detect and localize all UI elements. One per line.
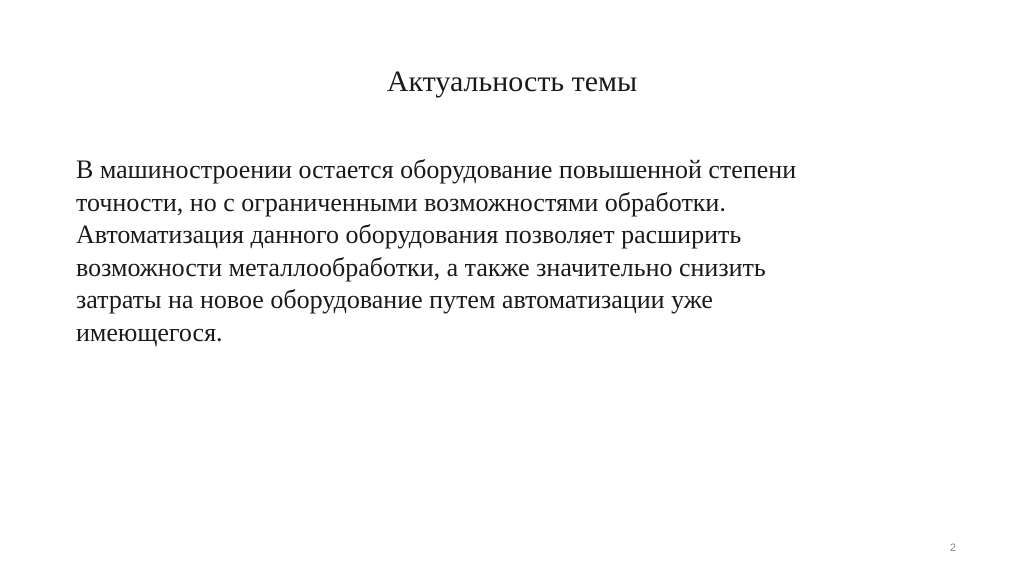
slide-body-text [76, 154, 956, 349]
body-line: имеющегося. [76, 317, 223, 347]
slide-title: Актуальность темы [386, 65, 638, 98]
body-line: возможности металлообработки, а также значительно снизить [76, 252, 766, 282]
body-line: затраты на новое оборудование путем автоматизации уже [76, 285, 713, 314]
body-line: точности, но с ограниченными возможностями обработки. [76, 187, 726, 217]
body-line: Автоматизация данного оборудования позволяет расширить [76, 220, 742, 249]
body-line: В машиностроении остается оборудование повышенной степени [76, 155, 797, 184]
slide-page-number: 2 [949, 542, 956, 554]
